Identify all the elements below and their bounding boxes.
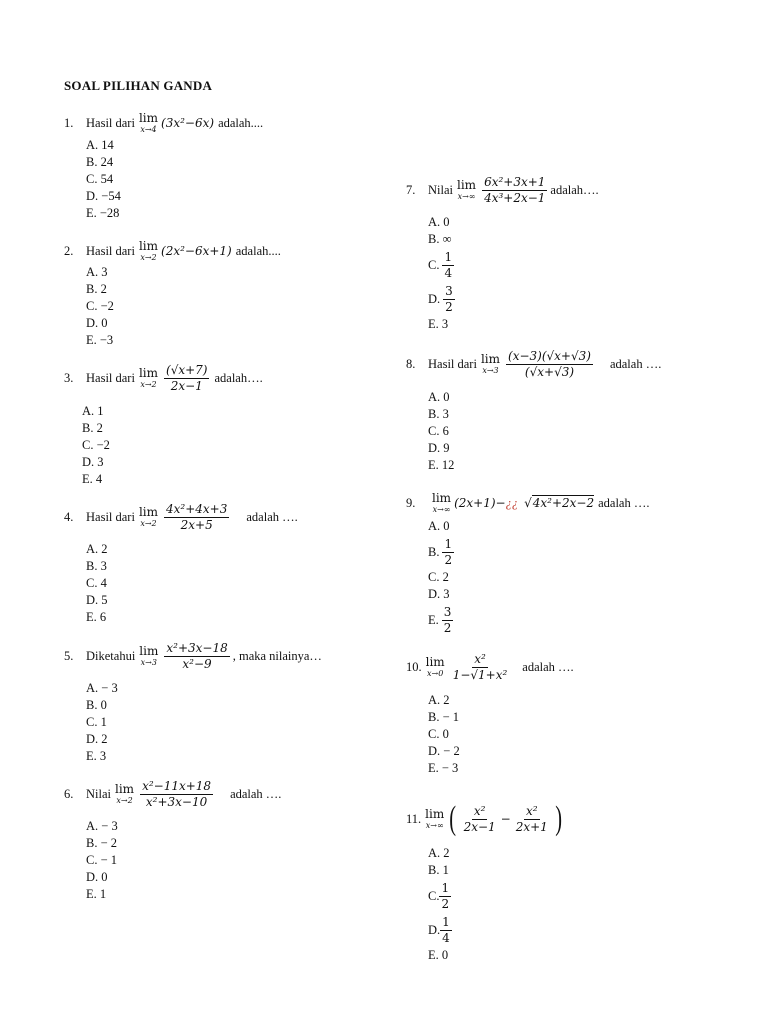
option-b[interactable]: B. 3 — [428, 407, 449, 421]
option-c[interactable]: C. 0 — [428, 727, 449, 741]
fraction: $\frac{(x-3)(√x+√3)}{(√x+√3)}$ — [508, 349, 591, 379]
limit-operator: lim x→2 — [138, 239, 159, 262]
option-b[interactable]: B. 0 — [86, 698, 107, 712]
fraction: $\frac{\text{x²−11x+18}}{\text{x²+3x−10}}$ — [142, 779, 212, 809]
question-4 — [64, 503, 298, 531]
fraction: $\frac{\text{x²+3x−18}}{\text{x²−9}}$ — [166, 641, 228, 671]
option-e[interactable]: E. 3 — [428, 317, 449, 331]
options-8 — [428, 389, 454, 474]
option-a[interactable]: A. 14 — [86, 138, 114, 152]
options-2 — [86, 264, 114, 349]
option-d[interactable]: D. −54 — [86, 189, 121, 203]
option-a[interactable]: A. 2 — [428, 846, 450, 860]
option-c[interactable]: C. −2 — [86, 299, 114, 313]
question-suffix: adalah.... — [235, 243, 281, 258]
option-d[interactable]: D. 3 — [82, 455, 104, 469]
option-b[interactable]: B. 1 — [428, 863, 449, 877]
question-prefix: Hasil dari — [428, 356, 477, 371]
option-e[interactable]: E. 1 — [86, 887, 107, 901]
option-e[interactable]: E. 6 — [86, 610, 107, 624]
option-c[interactable]: C. − 1 — [86, 853, 118, 867]
question-prefix: Hasil dari — [86, 115, 135, 130]
question-number: 3. — [64, 370, 74, 385]
option-e[interactable]: E. 0 — [428, 948, 449, 962]
paren-right: ) — [555, 800, 562, 837]
fraction: $\frac{\text{x²}}{\text{1−√1+x²}}$ — [452, 652, 508, 682]
question-prefix: Hasil dari — [86, 370, 135, 385]
option-d[interactable]: D. 2 — [86, 732, 108, 746]
option-d[interactable]: D. 0 — [86, 870, 108, 884]
option-a[interactable]: A. 2 — [86, 542, 108, 556]
option-e[interactable]: E. $\frac{3}{2}$ — [428, 604, 452, 635]
option-a[interactable]: A. 3 — [86, 265, 108, 279]
fraction: $\frac{\text{4x²+4x+3}}{2x+5}$ — [166, 502, 228, 532]
fraction: $\frac{(√x+7)}{2x-1}$ — [166, 363, 208, 393]
question-suffix: adalah …. — [522, 659, 574, 674]
question-3 — [64, 364, 263, 392]
question-number: 8. — [406, 356, 416, 371]
limit-operator: lim x→2 — [138, 505, 159, 529]
option-b[interactable]: B. 2 — [86, 282, 107, 296]
fraction-2: $\frac{\text{x²}}{2x+1}$ — [515, 803, 548, 834]
garbled-glyph: ¿¿ — [505, 495, 519, 510]
options-3 — [82, 403, 110, 488]
question-number: 11. — [406, 811, 422, 826]
question-prefix: Hasil dari — [86, 509, 135, 524]
option-e[interactable]: E. −28 — [86, 206, 120, 220]
question-5 — [64, 642, 322, 670]
fraction-1: $\frac{\text{x²}}{2x-1}$ — [463, 803, 496, 834]
option-b[interactable]: B. ∞ — [428, 232, 452, 246]
limit-expression: (3x²−6x) — [161, 116, 215, 130]
question-suffix: , maka nilainya… — [232, 648, 322, 663]
question-prefix: Diketahui — [86, 648, 136, 663]
question-number: 9. — [406, 495, 416, 510]
question-6 — [64, 780, 281, 808]
question-prefix: Nilai — [428, 182, 453, 197]
question-suffix: adalah …. — [609, 356, 662, 371]
option-d[interactable]: D. 0 — [86, 316, 108, 330]
question-10 — [406, 653, 574, 681]
option-a[interactable]: A. 0 — [428, 215, 450, 229]
option-a[interactable]: A. 0 — [428, 519, 450, 533]
question-number: 10. — [406, 659, 422, 674]
question-number: 2. — [64, 243, 74, 258]
limit-operator: lim x→2 — [138, 366, 159, 390]
limit-operator: lim x→∞ — [432, 491, 452, 514]
question-suffix: adalah.... — [218, 115, 264, 130]
question-number: 5. — [64, 648, 74, 663]
option-d[interactable]: D. 9 — [428, 441, 450, 455]
options-6 — [86, 818, 118, 903]
option-b[interactable]: B. $\frac{1}{2}$ — [428, 536, 453, 567]
options-10 — [428, 692, 460, 777]
limit-operator: lim x→2 — [115, 782, 135, 806]
option-c[interactable]: C. $\frac{1}{2}$ — [428, 880, 450, 911]
fraction: $\frac{\text{6x²+3x+1}}{\text{4x³+2x−1}}$ — [484, 175, 546, 205]
limit-operator: lim x→3 — [139, 644, 159, 668]
option-c[interactable]: C. $\frac{1}{4}$ — [428, 249, 453, 280]
option-a[interactable]: A. 1 — [82, 404, 104, 418]
limit-operator: lim x→∞ — [425, 807, 445, 830]
option-c[interactable]: C. 54 — [86, 172, 114, 186]
option-b[interactable]: B. − 1 — [428, 710, 460, 724]
question-suffix: adalah …. — [230, 786, 282, 801]
question-suffix: adalah …. — [598, 495, 650, 510]
option-c[interactable]: C. 6 — [428, 424, 449, 438]
question-suffix: adalah…. — [550, 182, 599, 197]
options-11 — [428, 845, 455, 964]
option-d[interactable]: D. $\frac{3}{2}$ — [428, 283, 453, 314]
question-prefix: Hasil dari — [86, 243, 135, 258]
question-2 — [64, 240, 281, 262]
options-7 — [428, 214, 458, 333]
option-c[interactable]: C. 2 — [428, 570, 449, 584]
option-d[interactable]: D. 3 — [428, 587, 450, 601]
options-9 — [428, 518, 457, 637]
limit-operator: lim x→0 — [425, 655, 445, 679]
question-9 — [406, 492, 649, 514]
options-5 — [86, 680, 118, 765]
option-c[interactable]: C. 4 — [86, 576, 107, 590]
option-e[interactable]: E. −3 — [86, 333, 114, 347]
options-1 — [86, 137, 121, 222]
option-b[interactable]: B. 24 — [86, 155, 114, 169]
question-prefix: Nilai — [86, 786, 111, 801]
option-a[interactable]: A. 0 — [428, 390, 450, 404]
question-11 — [406, 802, 564, 836]
options-4 — [86, 541, 108, 626]
limit-expression: (2x+1)− — [454, 496, 506, 510]
question-suffix: adalah …. — [246, 509, 298, 524]
option-b[interactable]: B. − 2 — [86, 836, 118, 850]
sqrt-expression: √4x²+2x−2 — [524, 496, 595, 510]
question-suffix: adalah…. — [214, 370, 263, 385]
question-number: 7. — [406, 182, 416, 197]
limit-operator: lim x→4 — [138, 111, 159, 134]
option-e[interactable]: E. 3 — [86, 749, 107, 763]
option-d[interactable]: D. − 2 — [428, 744, 460, 758]
page-title: SOAL PILIHAN GANDA — [64, 78, 213, 93]
minus-sign: − — [500, 812, 511, 826]
option-a[interactable]: A. 2 — [428, 693, 450, 707]
option-b[interactable]: B. 2 — [82, 421, 103, 435]
limit-expression: (2x²−6x+1) — [161, 244, 232, 258]
option-e[interactable]: E. − 3 — [428, 761, 459, 775]
question-number: 6. — [64, 786, 74, 801]
limit-operator: lim x→∞ — [457, 178, 477, 202]
limit-operator: lim x→3 — [480, 352, 501, 376]
option-d[interactable]: D. $\frac{1}{4}$ — [428, 914, 450, 945]
question-1 — [64, 112, 263, 134]
option-c[interactable]: C. −2 — [82, 438, 110, 452]
question-8 — [406, 350, 661, 378]
question-7 — [406, 176, 599, 204]
paren-left: ( — [449, 800, 457, 837]
option-b[interactable]: B. 3 — [86, 559, 107, 573]
option-d[interactable]: D. 5 — [86, 593, 108, 607]
question-number: 1. — [64, 115, 74, 130]
option-a[interactable]: A. − 3 — [86, 819, 118, 833]
option-c[interactable]: C. 1 — [86, 715, 107, 729]
option-a[interactable]: A. − 3 — [86, 681, 118, 695]
question-number: 4. — [64, 509, 74, 524]
option-e[interactable]: E. 12 — [428, 458, 455, 472]
option-e[interactable]: E. 4 — [82, 472, 103, 486]
